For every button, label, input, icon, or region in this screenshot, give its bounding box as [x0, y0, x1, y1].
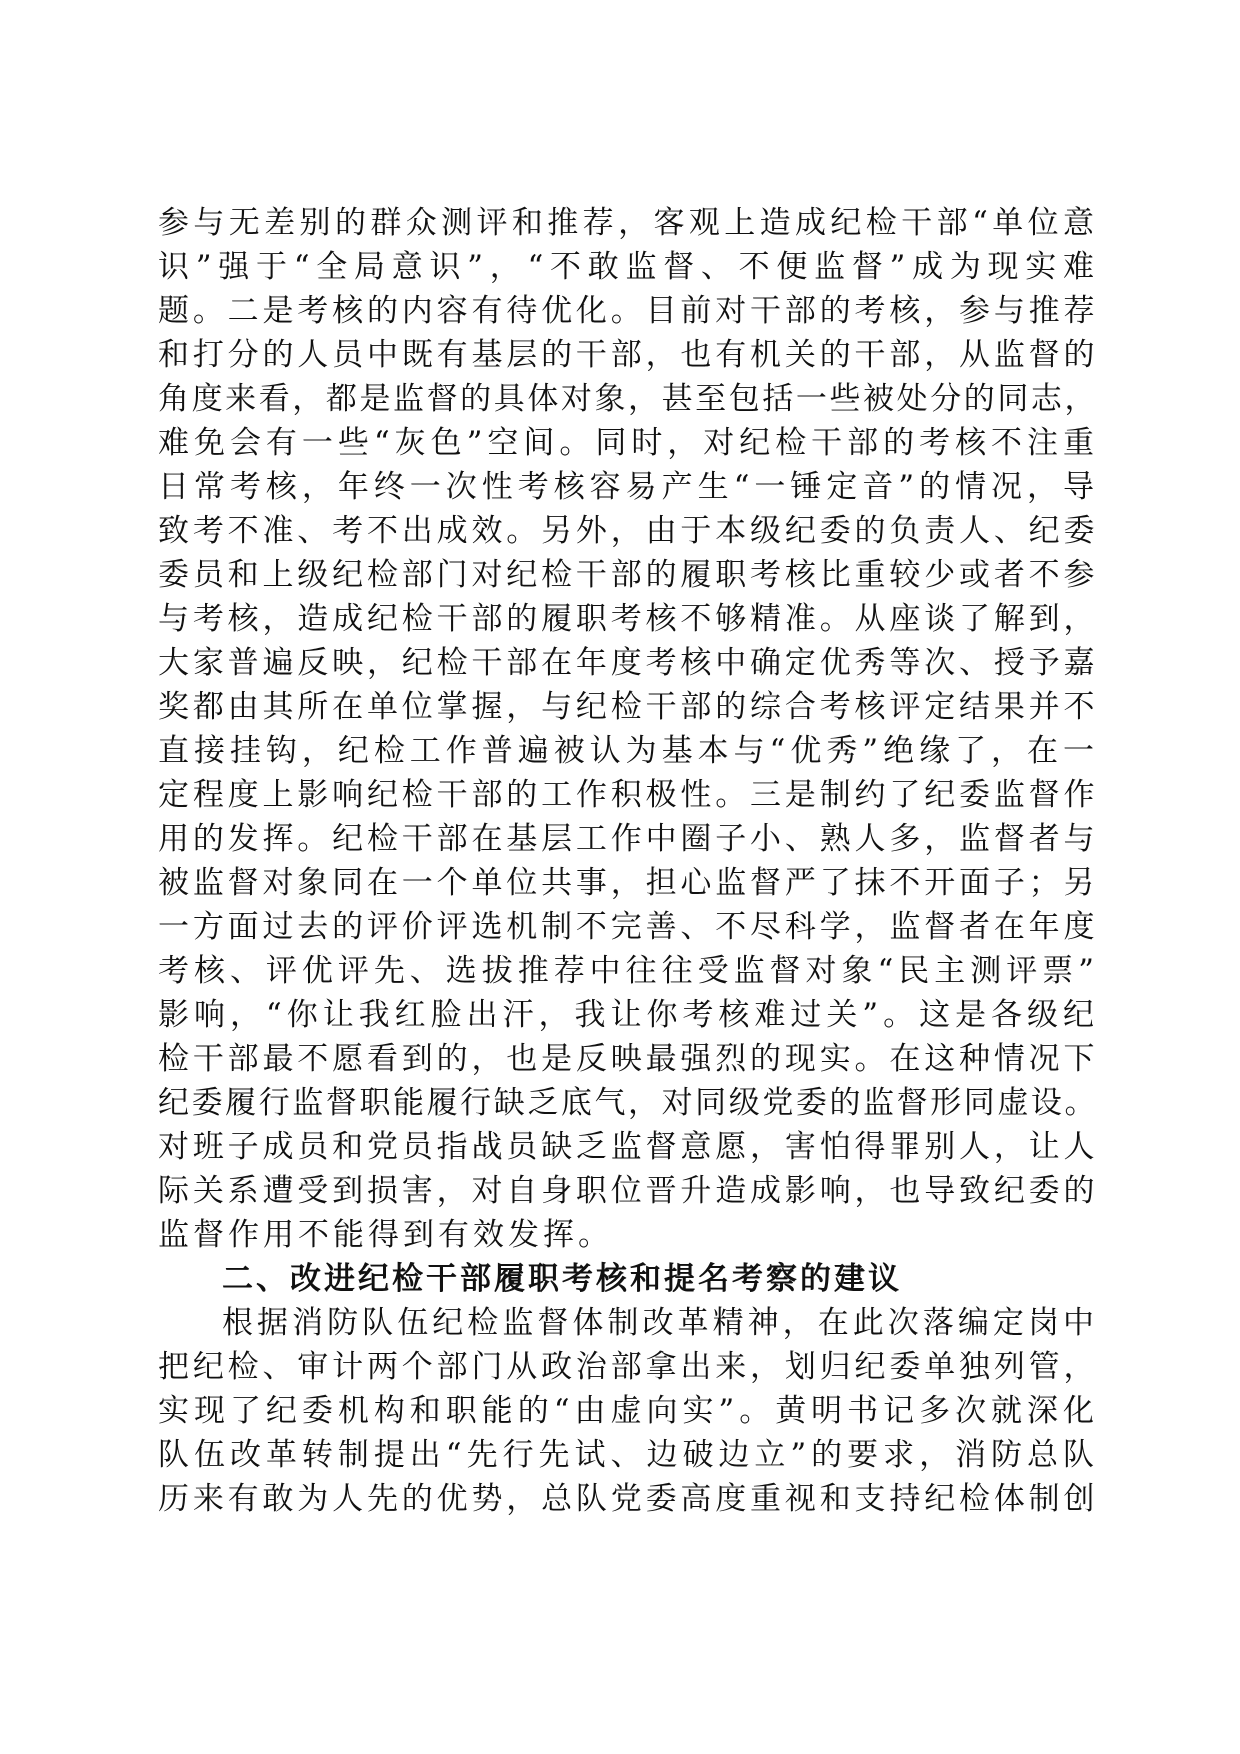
text-line: 日常考核，年终一次性考核容易产生“一锤定音”的情况，导	[158, 469, 1098, 505]
text-line: 对班子成员和党员指战员缺乏监督意愿，害怕得罪别人，让人	[158, 1129, 1098, 1165]
text-line: 纪委履行监督职能履行缺乏底气，对同级党委的监督形同虚设。	[158, 1085, 1098, 1121]
text-line: 委员和上级纪检部门对纪检干部的履职考核比重较少或者不参	[158, 557, 1098, 593]
text-line: 奖都由其所在单位掌握，与纪检干部的综合考核评定结果并不	[158, 689, 1098, 725]
text-line: 难免会有一些“灰色”空间。同时，对纪检干部的考核不注重	[158, 425, 1098, 461]
text-line: 致考不准、考不出成效。另外，由于本级纪委的负责人、纪委	[158, 513, 1098, 549]
text-line: 和打分的人员中既有基层的干部，也有机关的干部，从监督的	[158, 337, 1098, 373]
text-line: 影响，“你让我红脸出汗，我让你考核难过关”。这是各级纪	[158, 997, 1098, 1033]
text-line: 一方面过去的评价评选机制不完善、不尽科学，监督者在年度	[158, 909, 1098, 945]
text-line: 被监督对象同在一个单位共事，担心监督严了抹不开面子；另	[158, 865, 1098, 901]
text-line: 历来有敢为人先的优势，总队党委高度重视和支持纪检体制创	[158, 1481, 1098, 1517]
text-line: 把纪检、审计两个部门从政治部拿出来，划归纪委单独列管，	[158, 1349, 1098, 1385]
text-line: 识”强于“全局意识”，“不敢监督、不便监督”成为现实难	[158, 249, 1098, 285]
text-line: 题。二是考核的内容有待优化。目前对干部的考核，参与推荐	[158, 293, 1098, 329]
text-line: 大家普遍反映，纪检干部在年度考核中确定优秀等次、授予嘉	[158, 645, 1098, 681]
text-line: 际关系遭受到损害，对自身职位晋升造成影响，也导致纪委的	[158, 1173, 1098, 1209]
text-line: 参与无差别的群众测评和推荐，客观上造成纪检干部“单位意	[158, 205, 1098, 241]
text-line: 考核、评优评先、选拔推荐中往往受监督对象“民主测评票”	[158, 953, 1098, 989]
section-heading: 二、改进纪检干部履职考核和提名考察的建议	[222, 1261, 902, 1297]
text-line: 监督作用不能得到有效发挥。	[158, 1217, 613, 1253]
text-line: 根据消防队伍纪检监督体制改革精神，在此次落编定岗中	[222, 1305, 1098, 1341]
text-line: 检干部最不愿看到的，也是反映最强烈的现实。在这种情况下	[158, 1041, 1098, 1077]
text-line: 实现了纪委机构和职能的“由虚向实”。黄明书记多次就深化	[158, 1393, 1098, 1429]
text-line: 用的发挥。纪检干部在基层工作中圈子小、熟人多，监督者与	[158, 821, 1098, 857]
text-line: 队伍改革转制提出“先行先试、边破边立”的要求，消防总队	[158, 1437, 1098, 1473]
text-line: 角度来看，都是监督的具体对象，甚至包括一些被处分的同志，	[158, 381, 1098, 417]
text-line: 与考核，造成纪检干部的履职考核不够精准。从座谈了解到，	[158, 601, 1098, 637]
text-line: 直接挂钩，纪检工作普遍被认为基本与“优秀”绝缘了，在一	[158, 733, 1098, 769]
text-line: 定程度上影响纪检干部的工作积极性。三是制约了纪委监督作	[158, 777, 1098, 813]
